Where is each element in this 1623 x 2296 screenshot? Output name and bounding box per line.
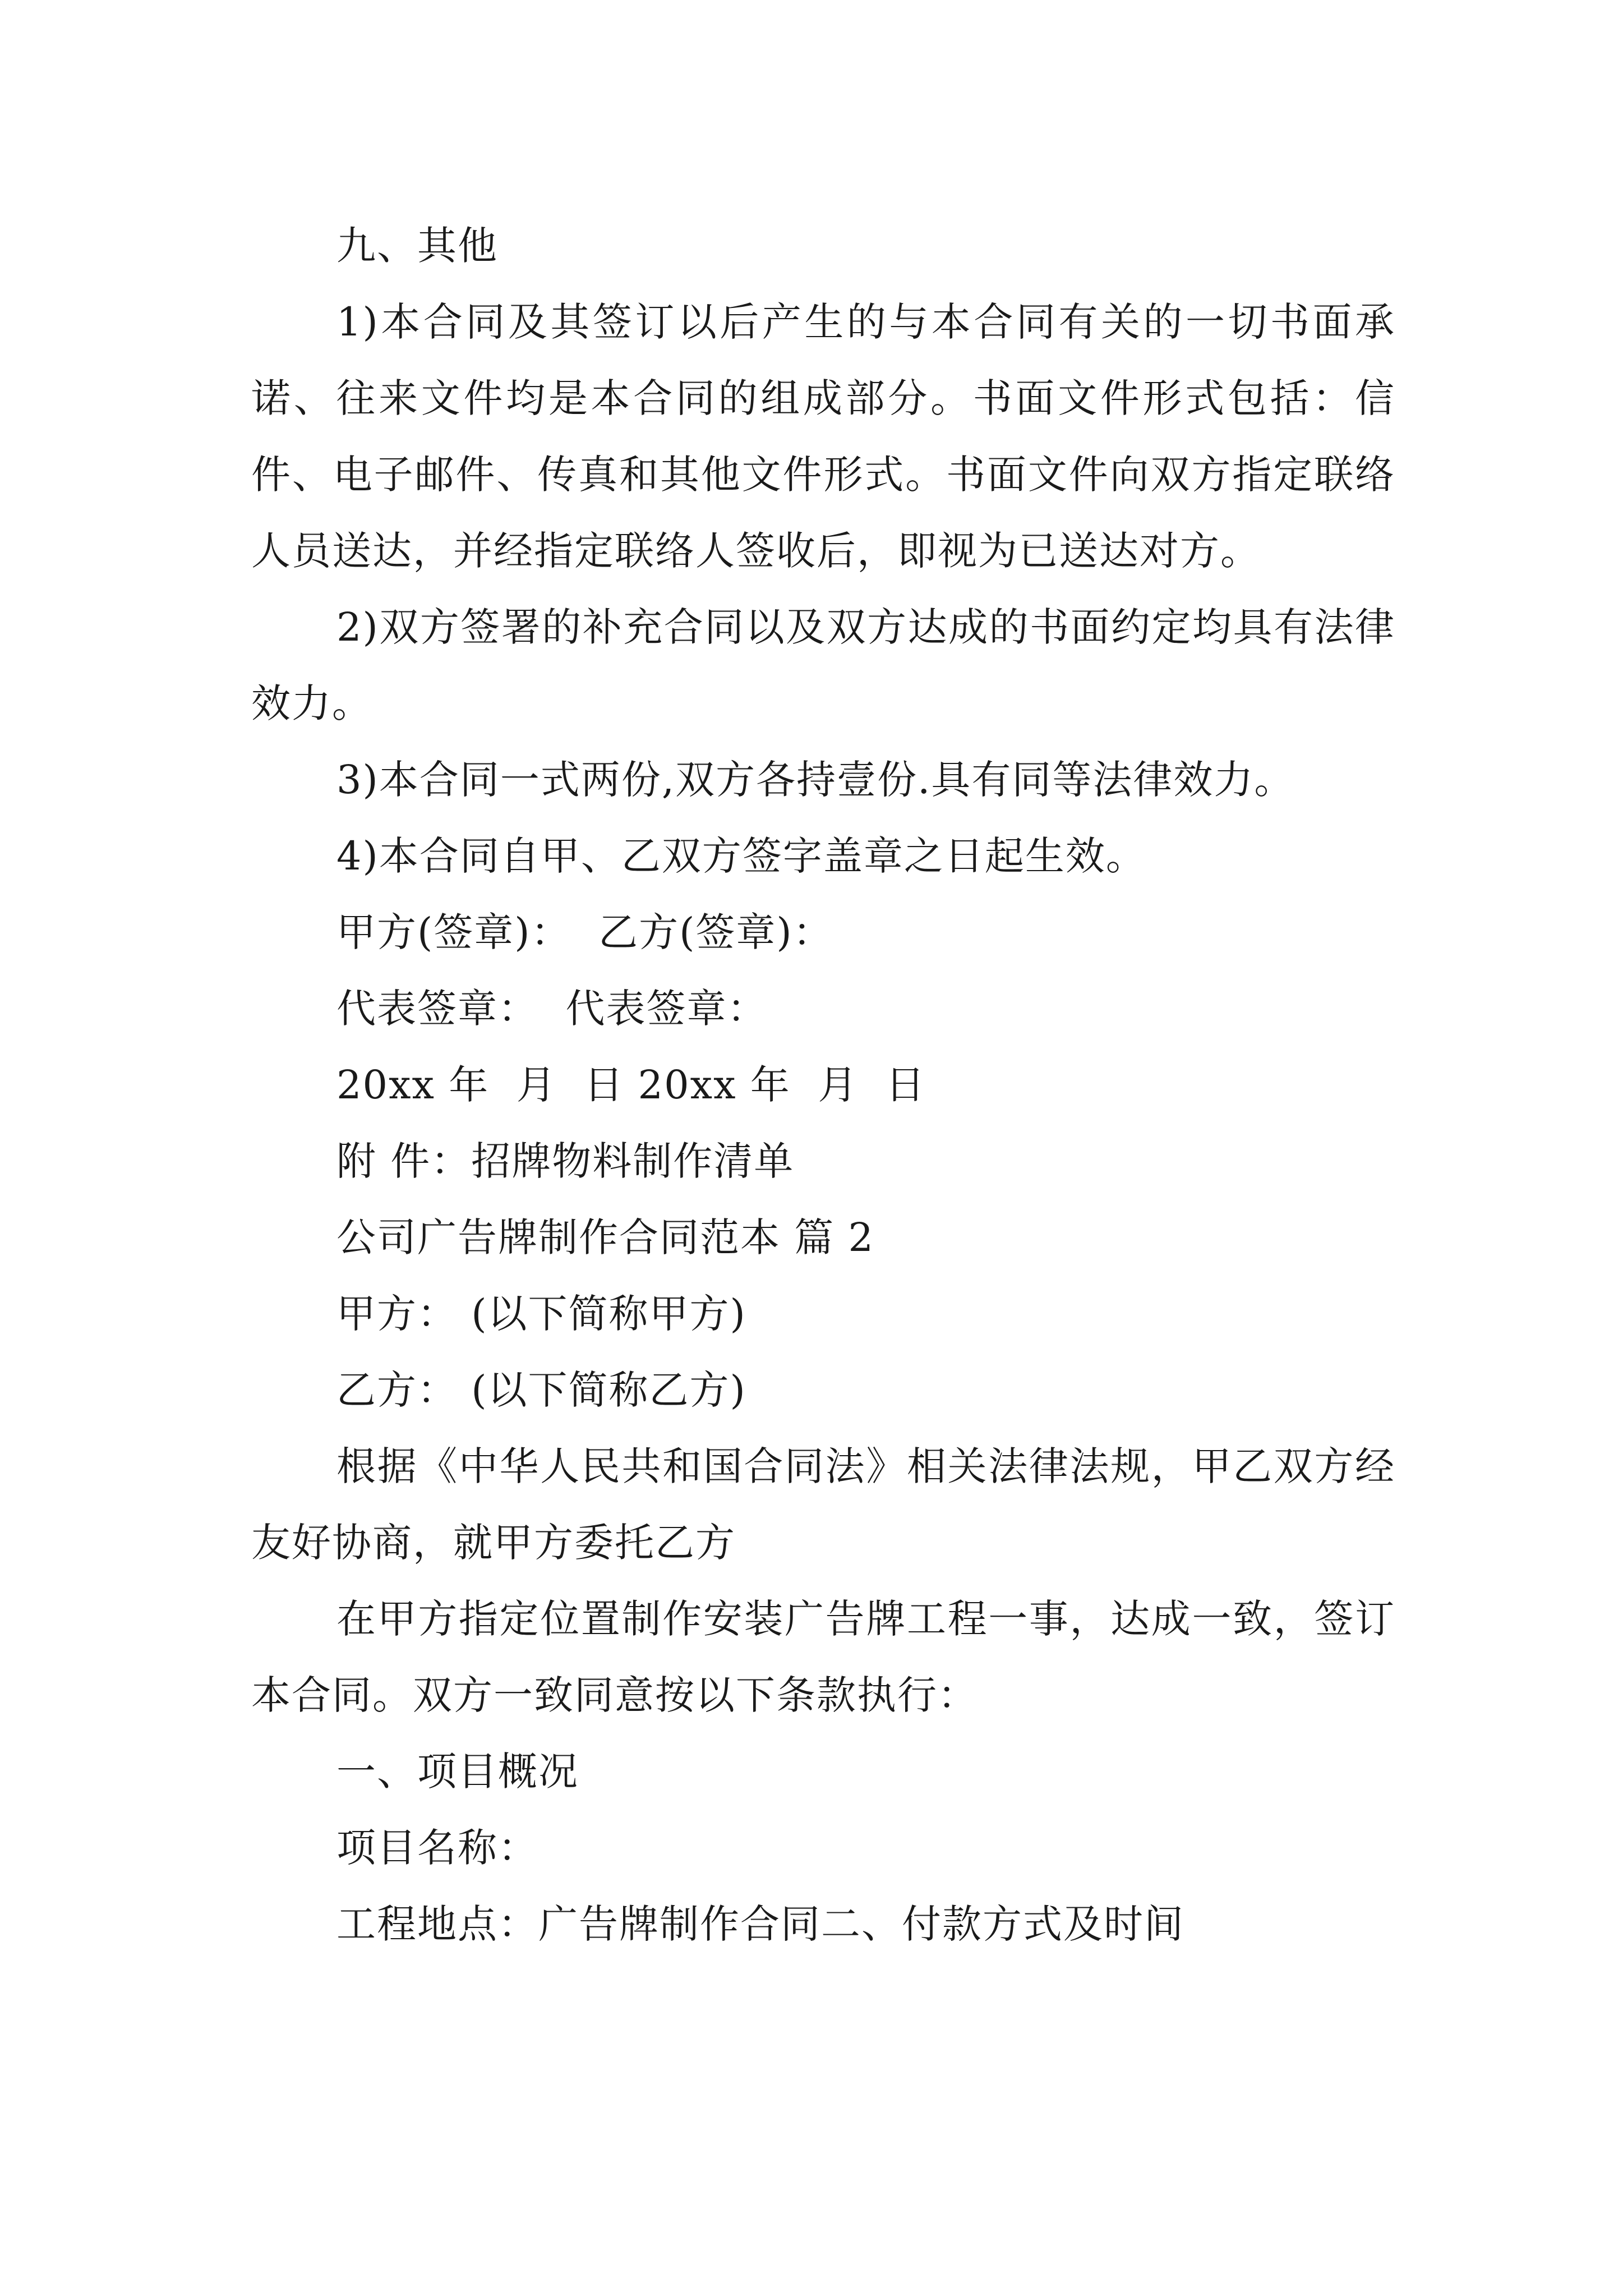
section-heading-project-overview: 一、项目概况 [336, 1749, 579, 1795]
contract-template-title: 公司广告牌制作合同范本 篇 2 [336, 1214, 875, 1260]
date-line: 20xx 年 月 日 20xx 年 月 日 [336, 1062, 926, 1108]
document-body [251, 208, 1395, 1962]
clause-4-line: 4)本合同自甲、乙双方签字盖章之日起生效。 [336, 833, 1146, 879]
project-location-line: 工程地点：广告牌制作合同二、付款方式及时间 [336, 1901, 1184, 1947]
clause-1-paragraph: 1)本合同及其签订以后产生的与本合同有关的一切书面承诺、往来文件均是本合同的组成部分。书面文件形式包括：信件、电子邮件、传真和其他文件形式。书面文件向双方指定联络人员送达，并经指定联络人签收后，即视为已送达对方。 [251, 299, 1395, 574]
section-heading-other: 九、其他 [336, 223, 498, 269]
project-name-line: 项目名称： [336, 1825, 538, 1871]
clause-2-paragraph: 2)双方签署的补充合同以及双方达成的书面约定均具有法律效力。 [251, 604, 1395, 726]
agreement-paragraph: 在甲方指定位置制作安装广告牌工程一事，达成一致，签订本合同。双方一致同意按以下条款执行： [251, 1596, 1395, 1718]
signature-parties-line: 甲方(签章)： 乙方(签章)： [336, 909, 833, 955]
party-b-line: 乙方： (以下简称乙方) [336, 1367, 746, 1413]
basis-paragraph: 根据《中华人民共和国合同法》相关法律法规，甲乙双方经友好协商，就甲方委托乙方 [251, 1443, 1395, 1566]
representative-signature-line: 代表签章： 代表签章： [336, 986, 768, 1032]
clause-3-line: 3)本合同一式两份,双方各持壹份.具有同等法律效力。 [336, 757, 1295, 803]
party-a-line: 甲方： (以下简称甲方) [336, 1291, 746, 1337]
attachment-line: 附 件：招牌物料制作清单 [336, 1138, 795, 1184]
